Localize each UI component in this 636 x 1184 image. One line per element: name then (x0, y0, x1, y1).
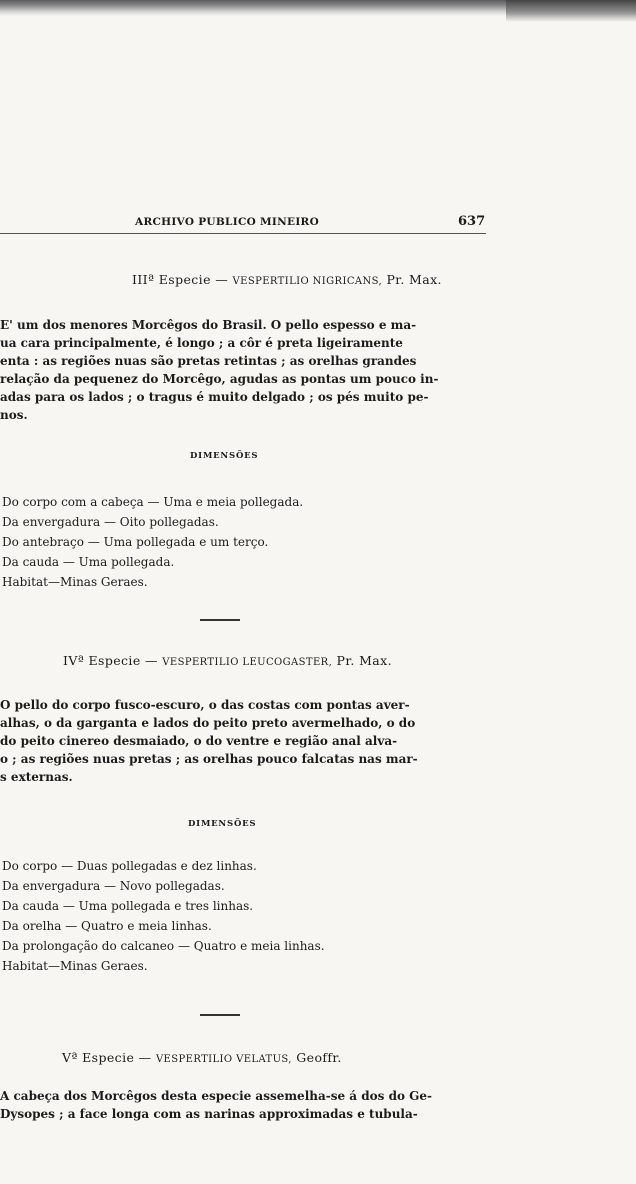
section-divider (200, 1014, 240, 1016)
heading-author: Pr. Max. (336, 653, 392, 668)
dimension-line: Habitat—Minas Geraes. (2, 959, 148, 973)
text-line: o ; as regiões nuas pretas ; as orelhas pouco falcatas nas mar- (0, 752, 418, 766)
header-rule (0, 233, 486, 234)
heading-species-name: VESPERTILIO VELATUS, (155, 1054, 292, 1065)
dimensions-title: DIMENSÕES (190, 451, 259, 461)
species-heading-iv (63, 653, 392, 668)
heading-species-name: VESPERTILIO LEUCOGASTER, (162, 657, 333, 668)
text-line: E' um dos menores Morcêgos do Brasil. O pello espesso e ma- (0, 318, 417, 332)
text-line: enta : as regiões nuas são pretas retintas ; as orelhas grandes (0, 354, 417, 368)
text-line: Dysopes ; a face longa com as narinas approximadas e tubula- (0, 1107, 418, 1121)
text-line: adas para os lados ; o tragus é muito delgado ; os pés muito pe- (0, 390, 429, 404)
dimension-line: Da envergadura — Oito pollegadas. (2, 515, 219, 529)
text-line: ua cara principalmente, é longo ; a côr é preta ligeiramente (0, 336, 403, 350)
scan-edge-shadow-right (506, 0, 636, 22)
section-divider (200, 619, 240, 621)
dimension-line: Do corpo com a cabeça — Uma e meia pollegada. (2, 495, 304, 509)
heading-prefix: IIIª Especie — (132, 272, 229, 287)
heading-species-name: VESPERTILIO NIGRICANS, (232, 276, 383, 287)
text-line: nos. (0, 408, 28, 422)
text-line: s externas. (0, 770, 73, 784)
dimension-line: Da orelha — Quatro e meia linhas. (2, 919, 212, 933)
text-line: relação da pequenez do Morcêgo, agudas as pontas um pouco in- (0, 372, 439, 386)
heading-prefix: Vª Especie — (62, 1050, 152, 1065)
dimension-line: Do antebraço — Uma pollegada e um terço. (2, 535, 269, 549)
dimensions-title: DIMENSÕES (188, 819, 257, 829)
text-line: O pello do corpo fusco-escuro, o das costas com pontas aver- (0, 698, 410, 712)
dimension-line: Da envergadura — Novo pollegadas. (2, 879, 225, 893)
text-line: alhas, o da garganta e lados do peito preto avermelhado, o do (0, 716, 416, 730)
text-line: do peito cinereo desmaiado, o do ventre e região anal alva- (0, 734, 398, 748)
dimension-line: Da prolongação do calcaneo — Quatro e meia linhas. (2, 939, 325, 953)
heading-author: Geoffr. (296, 1050, 342, 1065)
running-head: ARCHIVO PUBLICO MINEIRO (135, 216, 320, 228)
text-line: A cabeça dos Morcêgos desta especie assemelha-se á dos do Ge- (0, 1089, 433, 1103)
species-heading-v (62, 1050, 342, 1065)
heading-author: Pr. Max. (386, 272, 442, 287)
page-number: 637 (458, 214, 486, 229)
dimension-line: Da cauda — Uma pollegada e tres linhas. (2, 899, 254, 913)
species-heading-iii (132, 272, 442, 287)
dimension-line: Da cauda — Uma pollegada. (2, 555, 175, 569)
dimension-line: Do corpo — Duas pollegadas e dez linhas. (2, 859, 257, 873)
dimension-line: Habitat—Minas Geraes. (2, 575, 148, 589)
heading-prefix: IVª Especie — (63, 653, 158, 668)
